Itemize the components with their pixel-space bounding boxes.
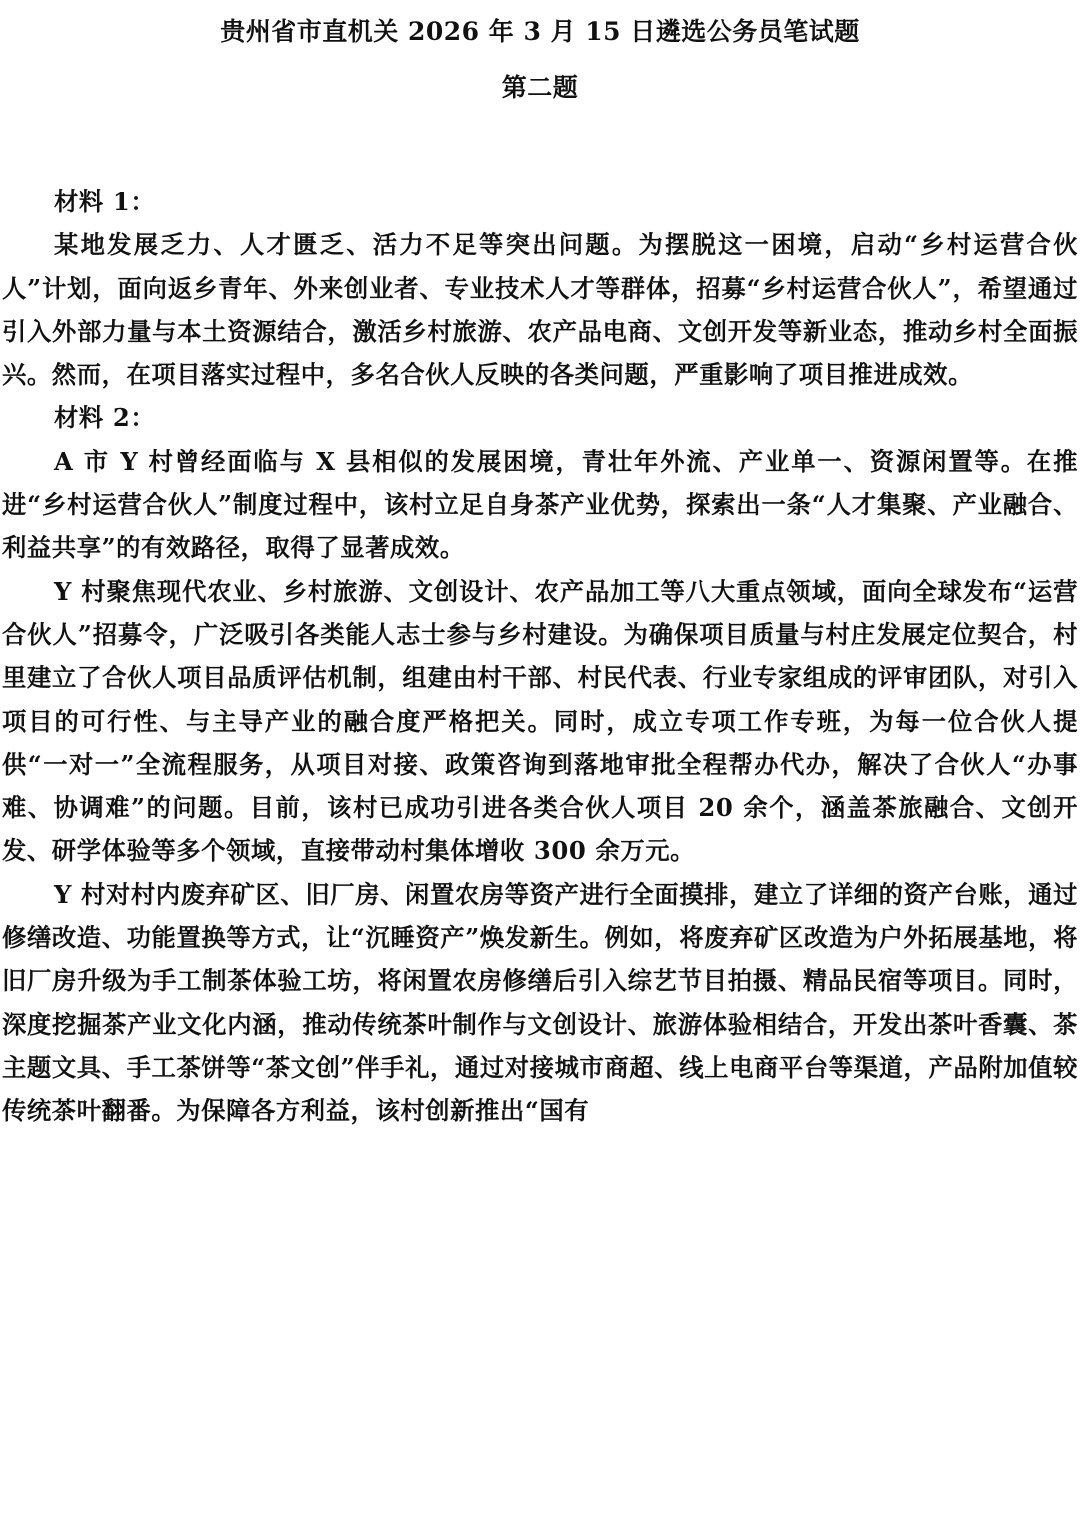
- material-2-paragraph-2: Y 村聚焦现代农业、乡村旅游、文创设计、农产品加工等八大重点领域，面向全球发布“运营合伙人”招募令，广泛吸引各类能人志士参与乡村建设。为确保项目质量与村庄发展定位契合，村里建立了合伙人项目品质评估机制，组建由村干部、村民代表、行业专家组成的评审团队，对引入项目的可行性、与主导产业的融合度严格把关。同时，成立专项工作专班，为每一位合伙人提供“一对一”全流程服务，从项目对接、政策咨询到落地审批全程帮办代办，解决了合伙人“办事难、协调难”的问题。目前，该村已成功引进各类合伙人项目 20 余个，涵盖茶旅融合、文创开发、研学体验等多个领域，直接带动村集体增收 300 余万元。: [2, 576, 1078, 866]
- document-title: 贵州省市直机关 2026 年 3 月 15 日遴选公务员笔试题: [220, 17, 860, 46]
- section-label-material-1: 材料 1：: [54, 187, 156, 216]
- material-2-paragraph-1: A 市 Y 村曾经面临与 X 县相似的发展困境，青壮年外流、产业单一、资源闲置等。在推进“乡村运营合伙人”制度过程中，该村立足自身茶产业优势，探索出一条“人才集聚、产业融合、利益共享”的有效路径，取得了显著成效。: [2, 446, 1078, 563]
- material-1-paragraph-1: 某地发展乏力、人才匮乏、活力不足等突出问题。为摆脱这一困境，启动“乡村运营合伙人”计划，面向返乡青年、外来创业者、专业技术人才等群体，招募“乡村运营合伙人”，希望通过引入外部力量与本土资源结合，激活乡村旅游、农产品电商、文创开发等新业态，推动乡村全面振兴。然而，在项目落实过程中，多名合伙人反映的各类问题，严重影响了项目推进成效。: [2, 230, 1078, 390]
- document-subtitle: 第二题: [501, 73, 579, 102]
- material-2-paragraph-3: Y 村对村内废弃矿区、旧厂房、闲置农房等资产进行全面摸排，建立了详细的资产台账，通过修缮改造、功能置换等方式，让“沉睡资产”焕发新生。例如，将废弃矿区改造为户外拓展基地，将旧厂房升级为手工制茶体验工坊，将闲置农房修缮后引入综艺节目拍摄、精品民宿等项目。同时，深度挖掘茶产业文化内涵，推动传统茶叶制作与文创设计、旅游体验相结合，开发出茶叶香囊、茶主题文具、手工茶饼等“茶文创”伴手礼，通过对接城市商超、线上电商平台等渠道，产品附加值较传统茶叶翻番。为保障各方利益，该村创新推出“国有: [2, 879, 1078, 1126]
- document-body: [2, 180, 1078, 1133]
- section-label-material-2: 材料 2：: [54, 403, 156, 433]
